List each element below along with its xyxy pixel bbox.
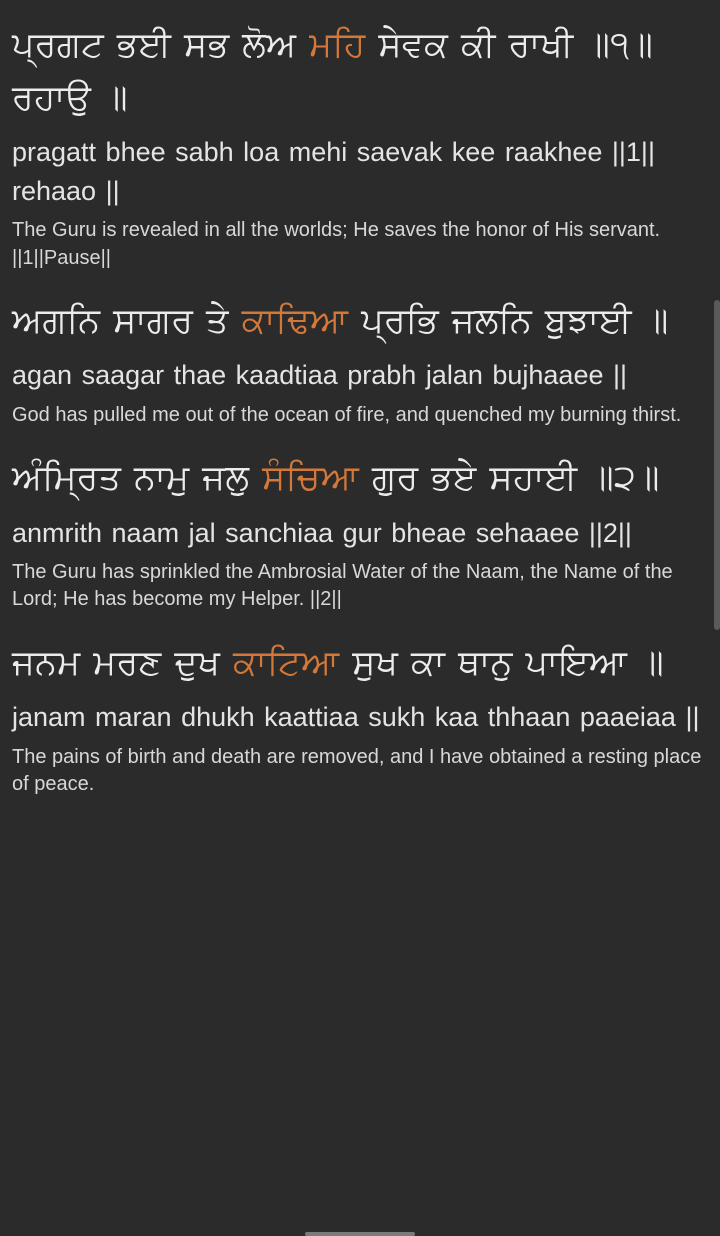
verse-gurmukhi-line bbox=[12, 636, 708, 689]
gurmukhi-text-after: ਗੁਰ ਭਏ ਸਹਾਈ ॥੨॥ bbox=[371, 458, 660, 498]
verse-translation: The Guru has sprinkled the Ambrosial Water of the Naam, the Name of the Lord; He has become my Helper. ||2|| bbox=[12, 560, 673, 611]
gurmukhi-highlighted-word[interactable]: ਕਾਟਿਆ bbox=[233, 643, 340, 683]
home-indicator bbox=[0, 1230, 720, 1236]
verse-translation: God has pulled me out of the ocean of fire, and quenched my burning thirst. bbox=[12, 403, 682, 426]
scrollbar-thumb[interactable] bbox=[714, 300, 720, 630]
verse-gurmukhi-line bbox=[12, 18, 708, 124]
verse-block bbox=[12, 18, 708, 272]
gurmukhi-highlighted-word[interactable]: ਸੰਚਿਆ bbox=[262, 458, 359, 498]
verse-block bbox=[12, 294, 708, 429]
gurmukhi-highlighted-word[interactable]: ਕਾਢਿਆ bbox=[241, 301, 349, 341]
gurmukhi-text-after: ਪ੍ਰਭਿ ਜਲਨਿ ਬੁਝਾਈ ॥ bbox=[361, 301, 669, 341]
gurmukhi-text-before: ਪ੍ਰਗਟ ਭਈ ਸਭ ਲੋਅ bbox=[12, 25, 297, 64]
verse-transliteration: pragatt bhee sabh loa mehi saevak kee raakhee ||1|| rehaao || bbox=[12, 137, 655, 206]
verse-transliteration: janam maran dhukh kaattiaa sukh kaa thhaan paaeiaa || bbox=[12, 702, 700, 733]
gurmukhi-text-after: ਸੇਵਕ ਕੀ ਰਾਖੀ ॥੧॥ ਰਹਾਉ ॥ bbox=[12, 25, 654, 118]
gurmukhi-text-before: ਅੰਮ੍ਰਿਤ ਨਾਮੁ ਜਲੁ bbox=[12, 458, 250, 498]
verse-transliteration: agan saagar thae kaadtiaa prabh jalan bujhaaee || bbox=[12, 360, 628, 391]
gurmukhi-text-after: ਸੁਖ ਕਾ ਥਾਨੁ ਪਾਇਆ ॥ bbox=[352, 643, 664, 683]
verse-translation: The Guru is revealed in all the worlds; He saves the honor of His servant. ||1||Pause|| bbox=[12, 219, 661, 269]
verse-gurmukhi-line bbox=[12, 294, 708, 347]
verse-block bbox=[12, 451, 708, 614]
verse-gurmukhi-line bbox=[12, 451, 708, 504]
gurmukhi-text-before: ਅਗਨਿ ਸਾਗਰ ਤੇ bbox=[12, 301, 229, 341]
gurmukhi-text-before: ਜਨਮ ਮਰਣ ਦੁਖ bbox=[12, 643, 221, 683]
scrollbar-track[interactable] bbox=[714, 0, 720, 1236]
gurmukhi-highlighted-word[interactable]: ਮਹਿ bbox=[309, 25, 366, 64]
verse-translation: The pains of birth and death are removed, and I have obtained a resting place of peace. bbox=[12, 745, 702, 796]
home-indicator-bar bbox=[305, 1232, 415, 1236]
verse-block bbox=[12, 636, 708, 799]
verse-transliteration: anmrith naam jal sanchiaa gur bheae sehaaee ||2|| bbox=[12, 517, 632, 548]
